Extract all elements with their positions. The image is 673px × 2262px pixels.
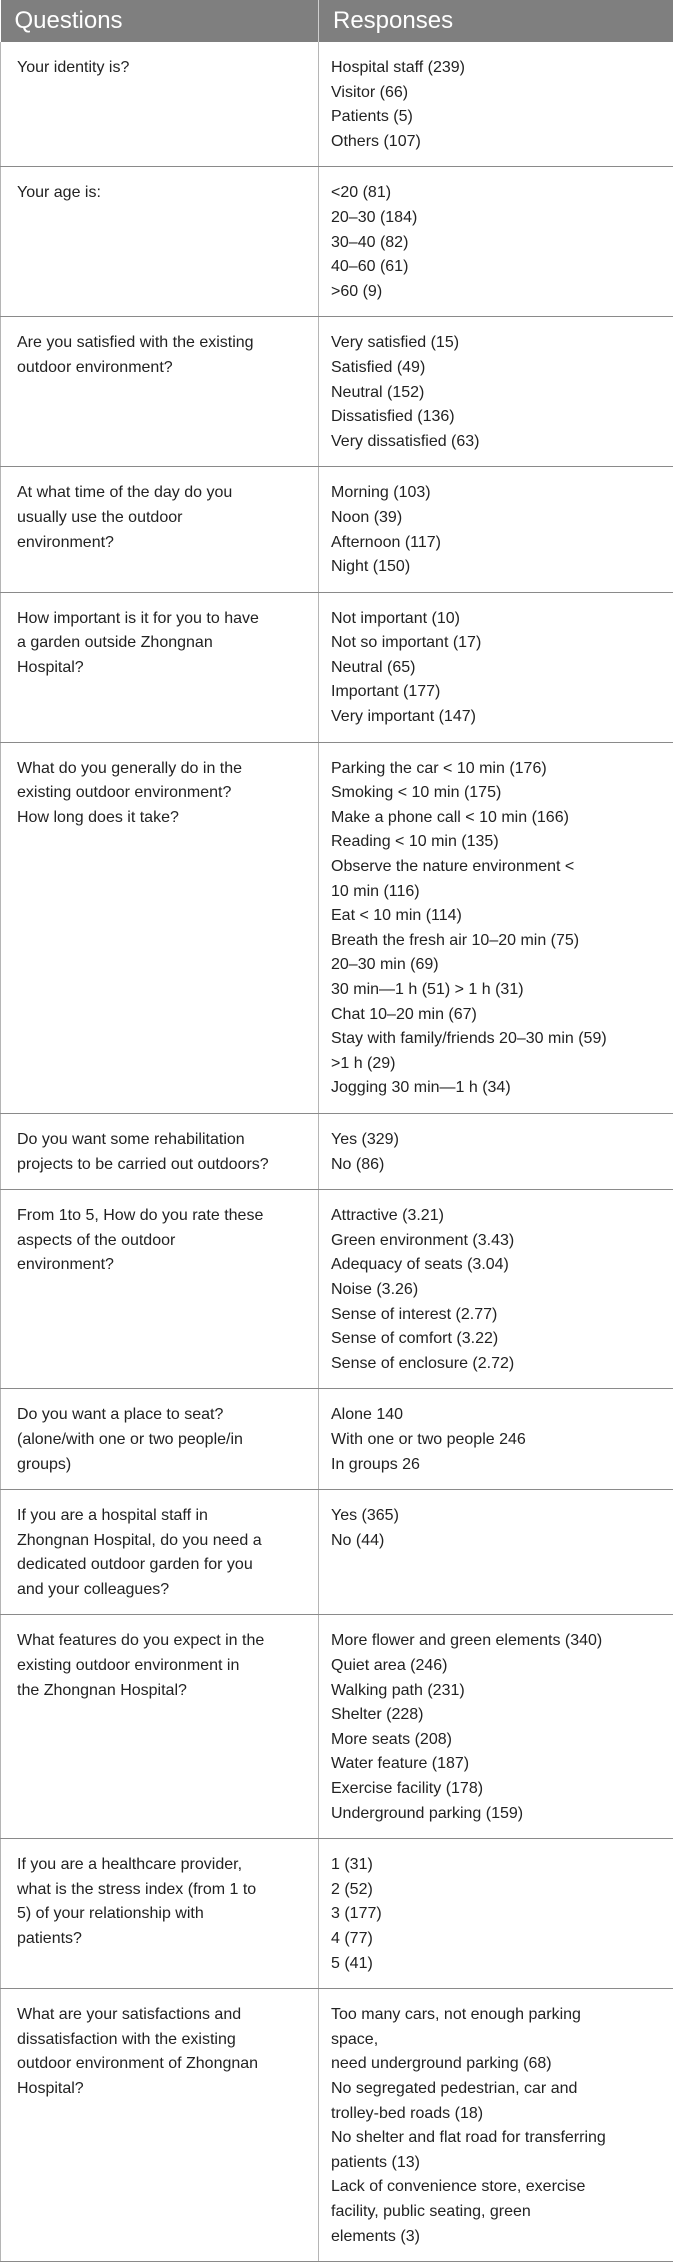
question-cell xyxy=(1,742,319,1113)
response-item: Patients (5) xyxy=(331,105,663,130)
question-cell xyxy=(1,1190,319,1389)
table-row xyxy=(1,167,673,317)
response-item: 3 (177) xyxy=(331,1902,663,1927)
response-item: Very dissatisfied (63) xyxy=(331,430,663,455)
response-item: Afternoon (117) xyxy=(331,531,663,556)
response-item: Neutral (65) xyxy=(331,656,663,681)
table-header xyxy=(1,0,673,42)
response-item: Adequacy of seats (3.04) xyxy=(331,1253,663,1278)
question-cell xyxy=(1,1839,319,1989)
response-item: Dissatisfied (136) xyxy=(331,405,663,430)
response-item: Observe the nature environment < xyxy=(331,855,663,880)
table-row xyxy=(1,1615,673,1839)
question-text-line: (alone/with one or two people/in xyxy=(17,1428,308,1453)
response-item: Yes (365) xyxy=(331,1504,663,1529)
question-text-line: What features do you expect in the xyxy=(17,1629,308,1654)
response-item: facility, public seating, green xyxy=(331,2200,663,2225)
response-item: 40–60 (61) xyxy=(331,255,663,280)
response-item: Not important (10) xyxy=(331,607,663,632)
response-item: 20–30 (184) xyxy=(331,206,663,231)
response-cell xyxy=(319,42,673,167)
question-text-line: existing outdoor environment in xyxy=(17,1654,308,1679)
response-item: Morning (103) xyxy=(331,481,663,506)
question-text-line: Zhongnan Hospital, do you need a xyxy=(17,1529,308,1554)
response-item: Hospital staff (239) xyxy=(331,56,663,81)
response-item: Parking the car < 10 min (176) xyxy=(331,757,663,782)
response-item: Alone 140 xyxy=(331,1403,663,1428)
response-item: Reading < 10 min (135) xyxy=(331,830,663,855)
question-cell xyxy=(1,1389,319,1490)
question-text-line: 5) of your relationship with xyxy=(17,1902,308,1927)
question-text-line: aspects of the outdoor xyxy=(17,1229,308,1254)
question-text-line: How long does it take? xyxy=(17,806,308,831)
table-row xyxy=(1,42,673,167)
question-text-line: outdoor environment? xyxy=(17,356,308,381)
response-item: 10 min (116) xyxy=(331,880,663,905)
response-item: trolley-bed roads (18) xyxy=(331,2102,663,2127)
response-item: 30 min—1 h (51) > 1 h (31) xyxy=(331,978,663,1003)
question-text-line: existing outdoor environment? xyxy=(17,781,308,806)
response-item: Eat < 10 min (114) xyxy=(331,904,663,929)
response-item: No segregated pedestrian, car and xyxy=(331,2077,663,2102)
response-item: Visitor (66) xyxy=(331,81,663,106)
response-cell xyxy=(319,1989,673,2262)
response-item: Others (107) xyxy=(331,130,663,155)
response-item: Satisfied (49) xyxy=(331,356,663,381)
response-item: Walking path (231) xyxy=(331,1679,663,1704)
response-item: Very satisfied (15) xyxy=(331,331,663,356)
table-row xyxy=(1,742,673,1113)
response-item: Jogging 30 min—1 h (34) xyxy=(331,1076,663,1101)
question-text-line: dedicated outdoor garden for you xyxy=(17,1553,308,1578)
question-text-line: what is the stress index (from 1 to xyxy=(17,1878,308,1903)
question-cell xyxy=(1,1490,319,1615)
question-text-line: outdoor environment of Zhongnan xyxy=(17,2052,308,2077)
response-cell xyxy=(319,167,673,317)
response-item: Breath the fresh air 10–20 min (75) xyxy=(331,929,663,954)
question-cell xyxy=(1,167,319,317)
response-item: Shelter (228) xyxy=(331,1703,663,1728)
response-item: patients (13) xyxy=(331,2151,663,2176)
question-cell xyxy=(1,1113,319,1189)
response-item: Green environment (3.43) xyxy=(331,1229,663,1254)
header-row xyxy=(1,0,673,42)
response-item: Yes (329) xyxy=(331,1128,663,1153)
question-text-line: How important is it for you to have xyxy=(17,607,308,632)
response-item: No (44) xyxy=(331,1529,663,1554)
response-item: Exercise facility (178) xyxy=(331,1777,663,1802)
response-item: >1 h (29) xyxy=(331,1052,663,1077)
response-cell xyxy=(319,1389,673,1490)
response-item: Too many cars, not enough parking xyxy=(331,2003,663,2028)
response-item: Important (177) xyxy=(331,680,663,705)
question-text-line: What are your satisfactions and xyxy=(17,2003,308,2028)
response-item: More seats (208) xyxy=(331,1728,663,1753)
question-text-line: From 1to 5, How do you rate these xyxy=(17,1204,308,1229)
response-item: 20–30 min (69) xyxy=(331,953,663,978)
response-item: Stay with family/friends 20–30 min (59) xyxy=(331,1027,663,1052)
table-row xyxy=(1,1113,673,1189)
response-item: need underground parking (68) xyxy=(331,2052,663,2077)
question-text-line: dissatisfaction with the existing xyxy=(17,2028,308,2053)
response-item: Sense of comfort (3.22) xyxy=(331,1327,663,1352)
response-item: 5 (41) xyxy=(331,1952,663,1977)
response-item: space, xyxy=(331,2028,663,2053)
response-cell xyxy=(319,1113,673,1189)
table-row xyxy=(1,592,673,742)
table-row xyxy=(1,1190,673,1389)
response-item: Neutral (152) xyxy=(331,381,663,406)
table-row xyxy=(1,1989,673,2262)
response-item: Noon (39) xyxy=(331,506,663,531)
response-cell xyxy=(319,1190,673,1389)
response-item: Attractive (3.21) xyxy=(331,1204,663,1229)
response-cell xyxy=(319,742,673,1113)
question-text-line: environment? xyxy=(17,1253,308,1278)
response-item: No shelter and flat road for transferring xyxy=(331,2126,663,2151)
response-item: elements (3) xyxy=(331,2225,663,2250)
response-cell xyxy=(319,317,673,467)
question-text-line: If you are a hospital staff in xyxy=(17,1504,308,1529)
response-item: No (86) xyxy=(331,1153,663,1178)
question-text-line: Hospital? xyxy=(17,2077,308,2102)
response-item: Underground parking (159) xyxy=(331,1802,663,1827)
response-cell xyxy=(319,1839,673,1989)
response-item: Not so important (17) xyxy=(331,631,663,656)
table-body xyxy=(1,42,673,2262)
response-item: 4 (77) xyxy=(331,1927,663,1952)
response-cell xyxy=(319,467,673,592)
question-cell xyxy=(1,1615,319,1839)
question-text-line: If you are a healthcare provider, xyxy=(17,1853,308,1878)
response-item: In groups 26 xyxy=(331,1453,663,1478)
question-text-line: the Zhongnan Hospital? xyxy=(17,1679,308,1704)
question-text-line: projects to be carried out outdoors? xyxy=(17,1153,308,1178)
question-text-line: usually use the outdoor xyxy=(17,506,308,531)
table-row xyxy=(1,1389,673,1490)
response-item: 30–40 (82) xyxy=(331,231,663,256)
question-text-line: What do you generally do in the xyxy=(17,757,308,782)
question-text-line: At what time of the day do you xyxy=(17,481,308,506)
table-row xyxy=(1,317,673,467)
response-item: Quiet area (246) xyxy=(331,1654,663,1679)
question-cell xyxy=(1,1989,319,2262)
question-cell xyxy=(1,317,319,467)
response-item: Water feature (187) xyxy=(331,1752,663,1777)
question-text-line: Your age is: xyxy=(17,181,308,206)
response-item: Smoking < 10 min (175) xyxy=(331,781,663,806)
response-item: 1 (31) xyxy=(331,1853,663,1878)
response-item: Very important (147) xyxy=(331,705,663,730)
response-item: Night (150) xyxy=(331,555,663,580)
response-item: Noise (3.26) xyxy=(331,1278,663,1303)
question-text-line: Are you satisfied with the existing xyxy=(17,331,308,356)
response-item: >60 (9) xyxy=(331,280,663,305)
response-cell xyxy=(319,1615,673,1839)
question-cell xyxy=(1,467,319,592)
responses-column-header: Responses xyxy=(319,0,673,42)
response-item: Lack of convenience store, exercise xyxy=(331,2175,663,2200)
response-cell xyxy=(319,592,673,742)
question-text-line: Do you want some rehabilitation xyxy=(17,1128,308,1153)
question-cell xyxy=(1,592,319,742)
question-text-line: patients? xyxy=(17,1927,308,1952)
response-item: With one or two people 246 xyxy=(331,1428,663,1453)
question-text-line: a garden outside Zhongnan xyxy=(17,631,308,656)
response-item: Sense of enclosure (2.72) xyxy=(331,1352,663,1377)
table-row xyxy=(1,1490,673,1615)
question-text-line: Your identity is? xyxy=(17,56,308,81)
response-item: Make a phone call < 10 min (166) xyxy=(331,806,663,831)
response-item: More flower and green elements (340) xyxy=(331,1629,663,1654)
question-text-line: environment? xyxy=(17,531,308,556)
table-row xyxy=(1,1839,673,1989)
table-row xyxy=(1,467,673,592)
question-text-line: and your colleagues? xyxy=(17,1578,308,1603)
question-cell xyxy=(1,42,319,167)
response-cell xyxy=(319,1490,673,1615)
response-item: 2 (52) xyxy=(331,1878,663,1903)
response-item: Sense of interest (2.77) xyxy=(331,1303,663,1328)
question-text-line: Do you want a place to seat? xyxy=(17,1403,308,1428)
questions-column-header: Questions xyxy=(1,0,319,42)
question-text-line: groups) xyxy=(17,1453,308,1478)
question-text-line: Hospital? xyxy=(17,656,308,681)
response-item: Chat 10–20 min (67) xyxy=(331,1003,663,1028)
response-item: <20 (81) xyxy=(331,181,663,206)
